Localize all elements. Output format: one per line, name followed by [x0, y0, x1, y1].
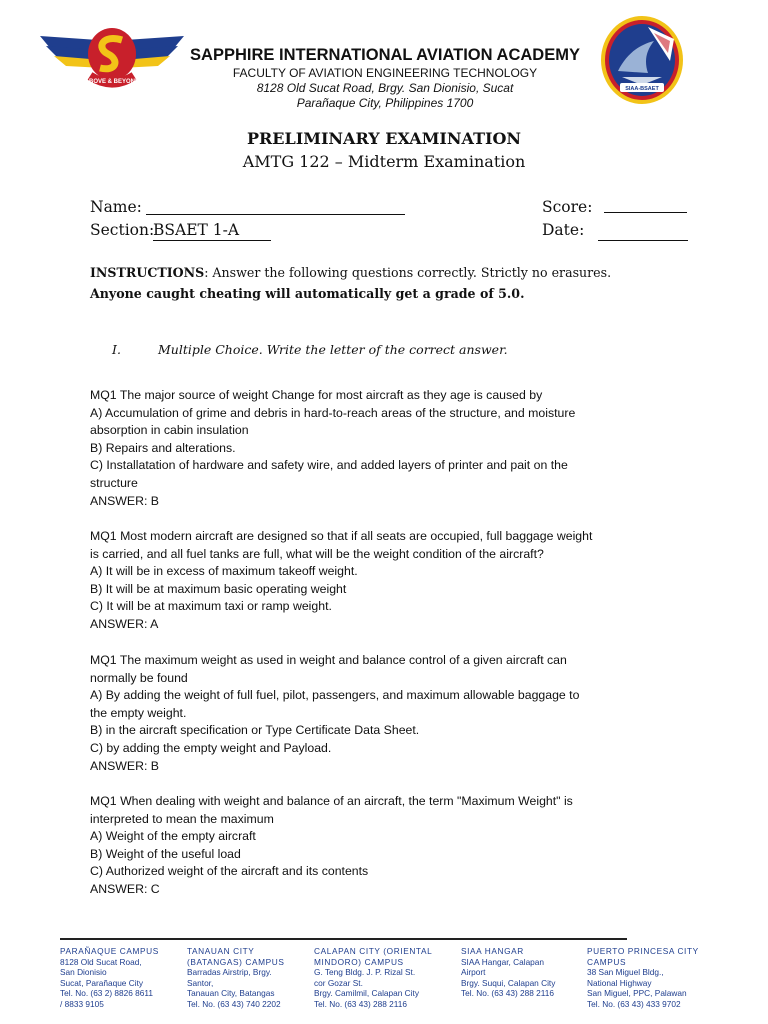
instructions-label: INSTRUCTIONS [90, 265, 205, 280]
score-field[interactable] [604, 198, 687, 213]
campus-address: Airport [461, 967, 486, 978]
campus-address: SIAA Hangar, Calapan [461, 956, 545, 967]
campus-address: G. Teng Bldg. J. P. Rizal St. [314, 967, 416, 978]
academy-name: SAPPHIRE INTERNATIONAL AVIATION ACADEMY [190, 46, 580, 64]
question-block [90, 793, 650, 899]
choice-a-cont: absorption in cabin insulation [90, 423, 249, 438]
footer-campus-calapan [314, 946, 444, 1010]
logo-tagline: ABOVE & BEYOND [84, 79, 140, 85]
question-stem: MQ1 Most modern aircraft are designed so that if all seats are occupied, full baggage weight [90, 529, 593, 543]
instructions-line-1 [90, 265, 611, 280]
campus-address: Sucat, Parañaque City [60, 977, 144, 988]
question-stem: MQ1 The major source of weight Change for most aircraft as they age is caused by [90, 388, 543, 402]
section-heading: Multiple Choice. Write the letter of the correct answer. [158, 342, 508, 357]
choice-c-cont: structure [90, 475, 138, 490]
academy-wings-logo-icon [38, 26, 186, 94]
campus-name: (BATANGAS) CAMPUS [187, 956, 285, 967]
address-line-1: 8128 Old Sucat Road, Brgy. San Dionisio, Sucat [256, 81, 514, 95]
choice-c: C) by adding the empty weight and Payload. [90, 740, 332, 755]
footer-divider [60, 938, 627, 940]
section-numeral: I. [112, 342, 121, 357]
campus-phone: Tel. No. (63 43) 740 2202 [187, 998, 281, 1009]
footer-campus-tanauan [187, 946, 307, 1010]
faculty-name: FACULTY OF AVIATION ENGINEERING TECHNOLOGY [232, 66, 538, 80]
choice-b: B) Repairs and alterations. [90, 440, 236, 455]
campus-address: 8128 Old Sucat Road, [60, 956, 142, 967]
question-stem-cont: interpreted to mean the maximum [90, 811, 274, 826]
campus-address: National Highway [587, 977, 652, 988]
question-block [90, 652, 650, 775]
campus-address: San Dionisio [60, 967, 107, 978]
question-block [90, 387, 650, 510]
campus-address: Barradas Airstrip, Brgy. [187, 967, 272, 978]
campus-name: TANAUAN CITY [187, 946, 255, 956]
campus-phone: Tel. No. (63 43) 288 2116 [314, 998, 408, 1009]
footer-campus-puerto-princesa [587, 946, 707, 1010]
campus-address: Brgy. Suqui, Calapan City [461, 977, 556, 988]
siaa-bsaet-seal-icon [600, 15, 684, 105]
question-stem: MQ1 The maximum weight as used in weight and balance control of a given aircraft can [90, 653, 567, 667]
choice-a: A) By adding the weight of full fuel, pilot, passengers, and maximum allowable baggage to [90, 688, 580, 703]
campus-address: 38 San Miguel Bldg., [587, 967, 664, 978]
section-field[interactable]: BSAET 1-A [153, 221, 271, 241]
question-stem-cont: normally be found [90, 670, 188, 685]
choice-c: C) Installatation of hardware and safety wire, and added layers of printer and pait on the [90, 458, 568, 473]
campus-address: San Miguel, PPC, Palawan [587, 988, 687, 999]
answer: ANSWER: B [90, 758, 160, 773]
campus-name: PARAÑAQUE CAMPUS [60, 946, 159, 956]
seal-text: SIAA-BSAET [625, 86, 659, 92]
campus-phone: Tel. No. (63 2) 8826 8611 [60, 988, 154, 999]
campus-address: Santor, [187, 977, 214, 988]
choice-b: B) Weight of the useful load [90, 846, 241, 861]
date-label: Date: [542, 221, 585, 239]
campus-phone: / 8833 9105 [60, 998, 104, 1009]
name-label: Name: [90, 198, 142, 216]
campus-address: Tanauan City, Batangas [187, 988, 275, 999]
answer: ANSWER: C [90, 881, 160, 896]
campus-phone: Tel. No. (63 43) 433 9702 [587, 998, 681, 1009]
campus-name: CAMPUS [587, 956, 627, 967]
answer: ANSWER: A [90, 616, 159, 631]
campus-name: MINDORO) CAMPUS [314, 956, 404, 967]
campus-name: SIAA HANGAR [461, 946, 524, 956]
name-field[interactable] [146, 198, 405, 215]
instructions-text: : Answer the following questions correctly. Strictly no erasures. [204, 265, 612, 280]
choice-b: B) It will be at maximum basic operating weight [90, 581, 347, 596]
address-line-2: Parañaque City, Philippines 1700 [296, 96, 474, 110]
question-stem: MQ1 When dealing with weight and balance of an aircraft, the term "Maximum Weight" is [90, 794, 573, 808]
footer-siaa-hangar [461, 946, 579, 999]
choice-a-cont: the empty weight. [90, 705, 187, 720]
choice-a: A) It will be in excess of maximum takeoff weight. [90, 564, 358, 579]
instructions-line-2: Anyone caught cheating will automatically get a grade of 5.0. [90, 286, 525, 301]
choice-c: C) Authorized weight of the aircraft and its contents [90, 864, 369, 879]
campus-address: cor Gozar St. [314, 977, 363, 988]
campus-phone: Tel. No. (63 43) 288 2116 [461, 988, 555, 999]
campus-name: CALAPAN CITY (ORIENTAL [314, 946, 433, 956]
answer: ANSWER: B [90, 493, 160, 508]
exam-subtitle: AMTG 122 – Midterm Examination [242, 152, 526, 171]
footer-campus-paranaque [60, 946, 178, 1010]
campus-address: Brgy. Camilmil, Calapan City [314, 988, 419, 999]
campus-name: PUERTO PRINCESA CITY [587, 946, 699, 956]
date-field[interactable] [598, 221, 688, 241]
exam-title: PRELIMINARY EXAMINATION [246, 129, 522, 148]
question-stem-cont: is carried, and all fuel tanks are full, what will be the weight condition of the aircraft? [90, 546, 544, 561]
question-block [90, 528, 650, 634]
section-label: Section: [90, 221, 155, 239]
choice-c: C) It will be at maximum taxi or ramp weight. [90, 599, 332, 614]
choice-a: A) Accumulation of grime and debris in hard-to-reach areas of the structure, and moisture [90, 405, 576, 420]
choice-b: B) in the aircraft specification or Type Certificate Data Sheet. [90, 723, 420, 738]
choice-a: A) Weight of the empty aircraft [90, 829, 256, 844]
score-label: Score: [542, 198, 593, 216]
